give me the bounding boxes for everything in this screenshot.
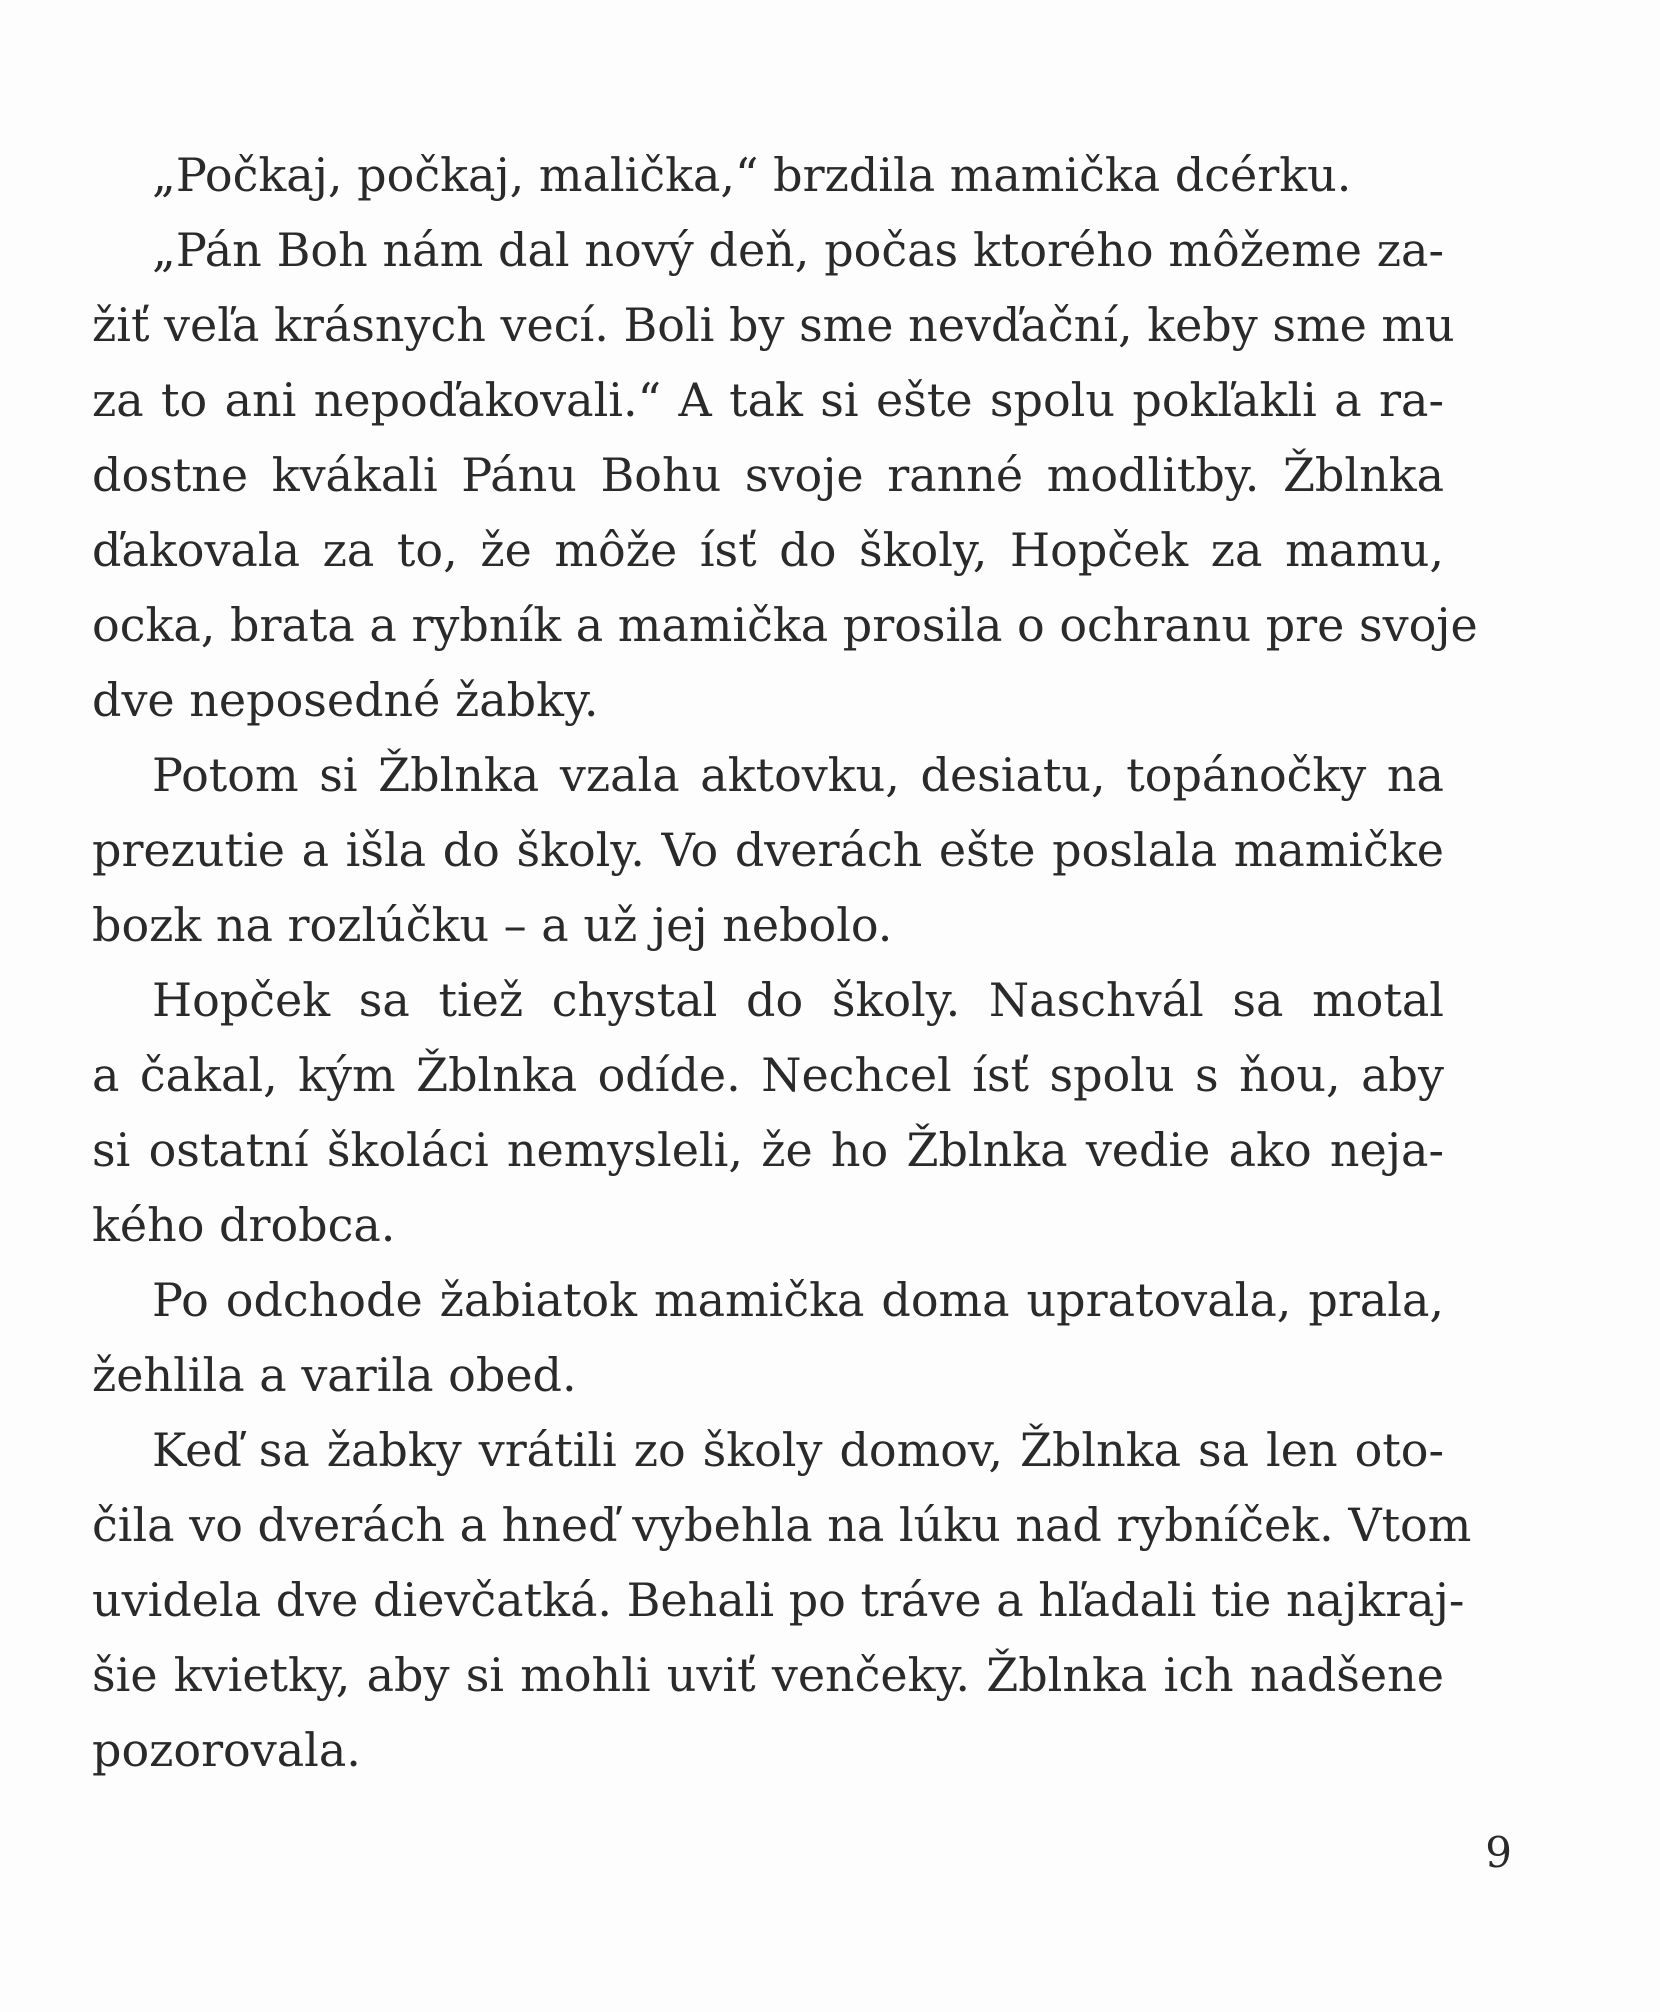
paragraph [92,1263,1444,1413]
paragraph [92,138,1444,213]
paragraph [92,963,1444,1263]
text-line: uvidela dve dievčatká. Behali po tráve a hľadali tie najkraj- [92,1573,1465,1627]
body-text [92,138,1478,1788]
text-line: žiť veľa krásnych vecí. Boli by sme nevďační, keby sme mu [92,298,1455,352]
page-number: 9 [1485,1828,1512,1877]
text-line: žehlila a varila obed. [92,1348,577,1402]
text-line: a čakal, kým Žblnka odíde. Nechcel ísť spolu s ňou, aby [92,1048,1444,1102]
text-line: bozk na rozlúčku – a už jej nebolo. [92,898,893,952]
text-line: Hopček sa tiež chystal do školy. Naschvál sa motal [152,973,1444,1027]
text-line: ďakovala za to, že môže ísť do školy, Hopček za mamu, [92,523,1444,577]
paragraph [92,213,1478,738]
text-line: „Počkaj, počkaj, malička,“ brzdila mamička dcérku. [152,148,1352,202]
text-line: Keď sa žabky vrátili zo školy domov, Žblnka sa len oto- [152,1423,1444,1477]
text-line: Po odchode žabiatok mamička doma upratovala, prala, [152,1273,1444,1327]
text-line: prezutie a išla do školy. Vo dverách ešte poslala mamičke [92,823,1444,877]
paragraph [92,738,1444,963]
text-line: dostne kvákali Pánu Bohu svoje ranné modlitby. Žblnka [92,448,1444,502]
text-line: „Pán Boh nám dal nový deň, počas ktorého môžeme za- [152,223,1444,277]
text-line: dve neposedné žabky. [92,673,599,727]
text-line: za to ani nepoďakovali.“ A tak si ešte spolu pokľakli a ra- [92,373,1444,427]
text-line: si ostatní školáci nemysleli, že ho Žblnka vedie ako neja- [92,1123,1444,1177]
paragraph [92,1413,1472,1788]
text-line: pozorovala. [92,1723,361,1777]
text-line: Potom si Žblnka vzala aktovku, desiatu, topánočky na [152,748,1444,802]
text-line: čila vo dverách a hneď vybehla na lúku nad rybníček. Vtom [92,1498,1472,1552]
text-line: ocka, brata a rybník a mamička prosila o ochranu pre svoje [92,598,1478,652]
text-line: šie kvietky, aby si mohli uviť venčeky. Žblnka ich nadšene [92,1648,1444,1702]
text-line: kého drobca. [92,1198,396,1252]
